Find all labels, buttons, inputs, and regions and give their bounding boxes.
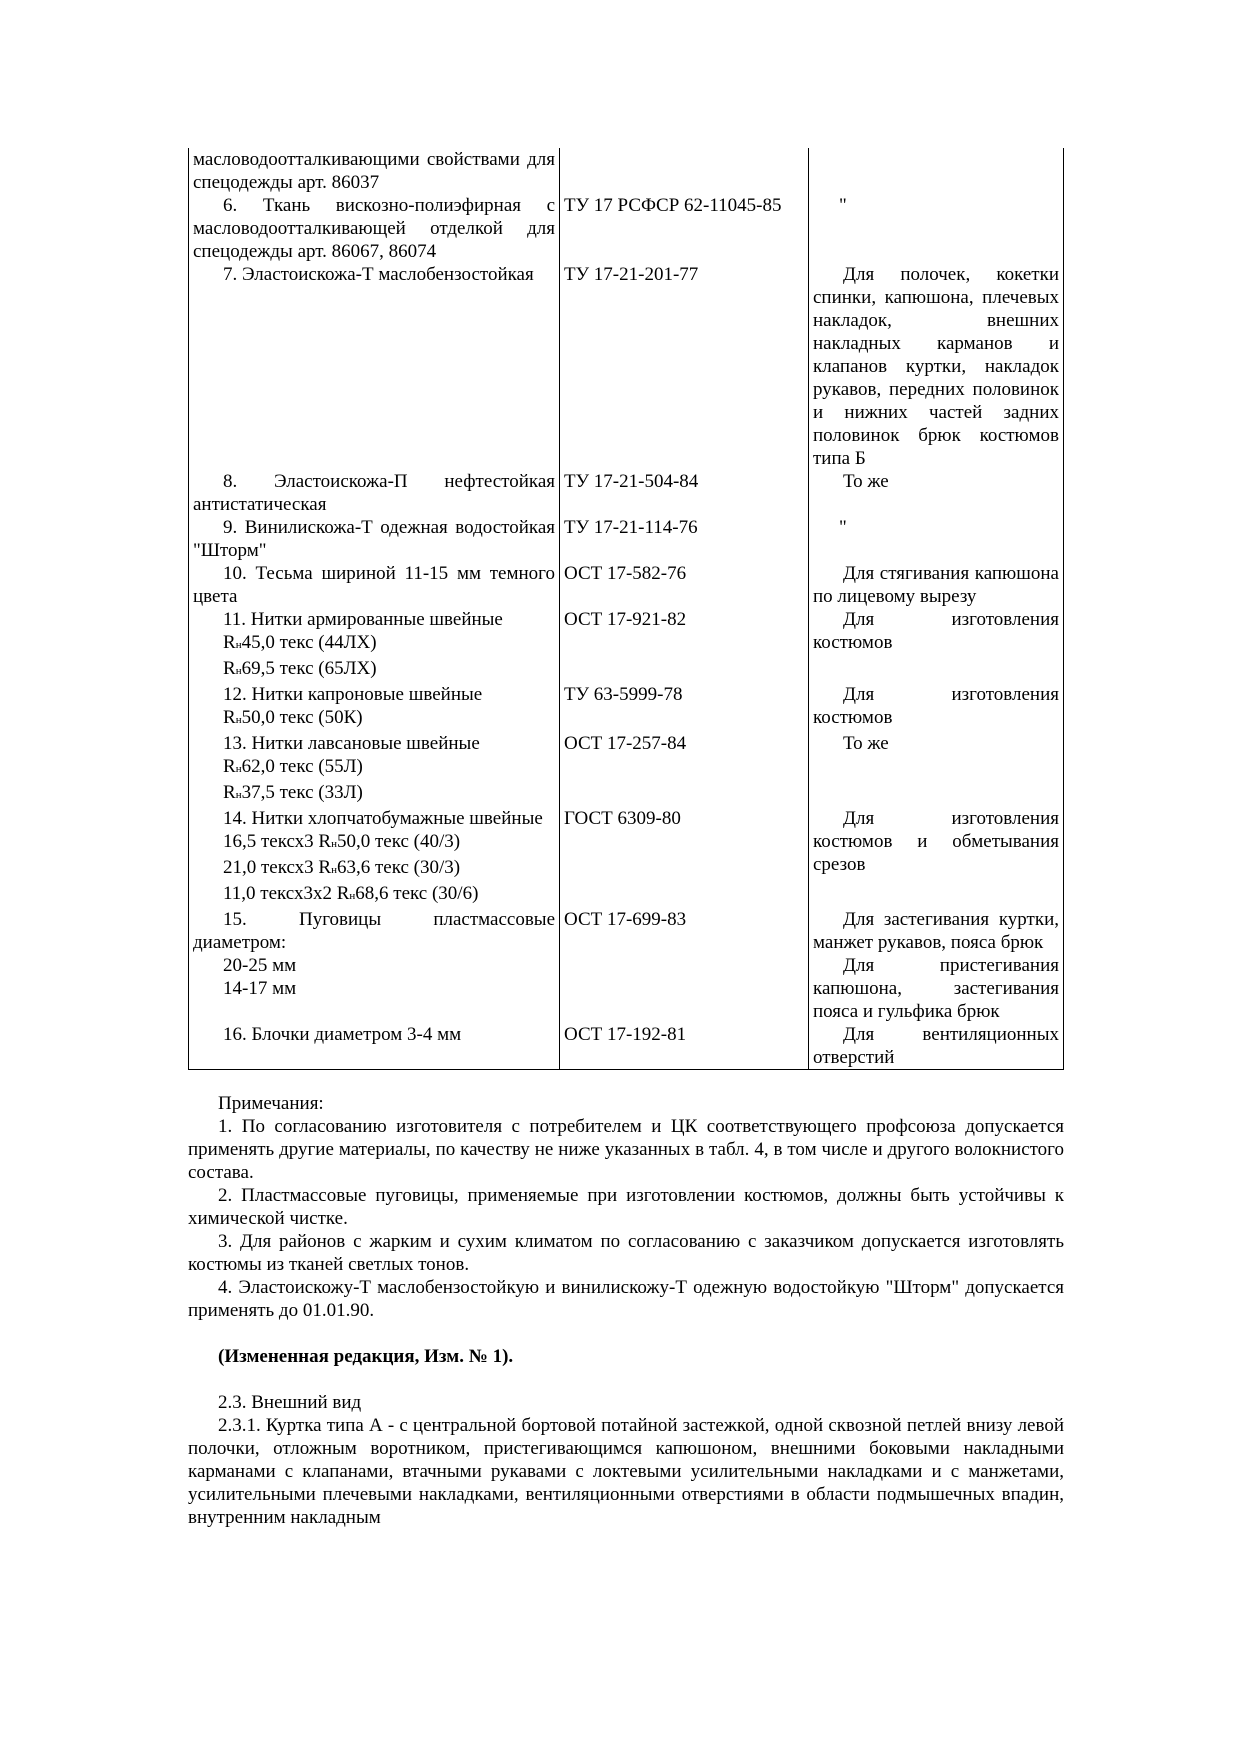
document-page [188,148,1064,1529]
material-cell: 6. Ткань вискозно-полиэфирная с масловодоотталкивающей отделкой для спецодежды арт. 86067, 86074 [189,194,560,263]
table-row [189,1023,1064,1070]
note-item: 3. Для районов с жарким и сухим климатом по согласованию с заказчиком допускается изготовлять костюмы из тканей светлых тонов. [188,1231,1064,1275]
material-cell: 7. Эластоискожа-Т маслобензостойкая [189,263,560,470]
material-cell: 10. Тесьма шириной 11-15 мм темного цвета [189,562,560,608]
table-row [189,908,1064,1023]
material-cell: 15. Пуговицы пластмассовые диаметром: 20-25 мм 14-17 мм [189,908,560,1023]
material-cell: масловодоотталкивающими свойствами для спецодежды арт. 86037 [189,148,560,194]
purpose-cell: То же [809,732,1064,807]
purpose-cell: Для полочек, кокетки спинки, капюшона, плечевых накладок, внешних накладных карманов и клапанов куртки, накладок рукавов, передних половинок и нижних частей задних половинок брюк костюмов типа Б [809,263,1064,470]
purpose-cell: Для изготовления костюмов и обметывания срезов [809,807,1064,908]
standard-cell: ТУ 17-21-201-77 [560,263,809,470]
purpose-cell: Для изготовления костюмов [809,683,1064,732]
note-item: 2. Пластмассовые пуговицы, применяемые при изготовлении костюмов, должны быть устойчивы к химической чистке. [188,1185,1064,1229]
table-row [189,516,1064,562]
material-cell: 8. Эластоискожа-П нефтестойкая антистатическая [189,470,560,516]
material-cell: 12. Нитки капроновые швейные Rн50,0 текс (50К) [189,683,560,732]
purpose-cell: " [809,516,1064,562]
material-cell: 16. Блочки диаметром 3-4 мм [189,1023,560,1070]
table-row [189,194,1064,263]
standard-cell: ОСТ 17-921-82 [560,608,809,683]
standard-cell: ТУ 63-5999-78 [560,683,809,732]
purpose-cell: Для стягивания капюшона по лицевому вырезу [809,562,1064,608]
purpose-cell: Для застегивания куртки, манжет рукавов, пояса брюк Для пристегивания капюшона, застегивания пояса и гульфика брюк [809,908,1064,1023]
notes-section [188,1092,1064,1529]
table-row [189,470,1064,516]
standard-cell: ОСТ 17-257-84 [560,732,809,807]
material-cell: 13. Нитки лавсановые швейные Rн62,0 текс (55Л) Rн37,5 текс (33Л) [189,732,560,807]
section-text: 2.3.1. Куртка типа А - с центральной бортовой потайной застежкой, одной сквозной петлей внизу левой полочки, отложным воротником, пристегивающимся капюшоном, внешними боковыми накладными карманами с клапанами, втачными рукавами с локтевыми усилительными накладками и с манжетами, усилительными плечевыми накладками, вентиляционными отверстиями в области подмышечных впадин, внутренним накладным [188,1415,1064,1528]
standard-cell: ГОСТ 6309-80 [560,807,809,908]
revision-note: (Измененная редакция, Изм. № 1). [218,1346,514,1367]
table-row [189,562,1064,608]
standard-cell: ОСТ 17-699-83 [560,908,809,1023]
standard-cell: ОСТ 17-192-81 [560,1023,809,1070]
material-cell: 11. Нитки армированные швейные Rн45,0 текс (44ЛХ) Rн69,5 текс (65ЛХ) [189,608,560,683]
standard-cell: ТУ 17 РСФСР 62-11045-85 [560,194,809,263]
purpose-cell: Для изготовления костюмов [809,608,1064,683]
purpose-cell [809,148,1064,194]
section-title: 2.3. Внешний вид [218,1392,362,1413]
table-row [189,807,1064,908]
table-row [189,732,1064,807]
table-row [189,148,1064,194]
material-cell: 9. Винилискожа-Т одежная водостойкая "Шторм" [189,516,560,562]
table-row [189,683,1064,732]
standard-cell [560,148,809,194]
purpose-cell: То же [809,470,1064,516]
table-row [189,608,1064,683]
standard-cell: ТУ 17-21-504-84 [560,470,809,516]
note-item: 4. Эластоискожу-Т маслобензостойкую и винилискожу-Т одежную водостойкую "Шторм" допускается применять до 01.01.90. [188,1277,1064,1321]
note-item: 1. По согласованию изготовителя с потребителем и ЦК соответствующего профсоюза допускается применять другие материалы, по качеству не ниже указанных в табл. 4, в том числе и другого волокнистого состава. [188,1116,1064,1183]
material-cell: 14. Нитки хлопчатобумажные швейные 16,5 тексх3 Rн50,0 текс (40/3) 21,0 тексх3 Rн63,6 текс (30/3) 11,0 тексх3х2 Rн68,6 текс (30/6) [189,807,560,908]
purpose-cell: " [809,194,1064,263]
purpose-cell: Для вентиляционных отверстий [809,1023,1064,1070]
notes-heading: Примечания: [218,1093,324,1114]
standard-cell: ОСТ 17-582-76 [560,562,809,608]
standard-cell: ТУ 17-21-114-76 [560,516,809,562]
materials-table [188,148,1064,1070]
table-row [189,263,1064,470]
